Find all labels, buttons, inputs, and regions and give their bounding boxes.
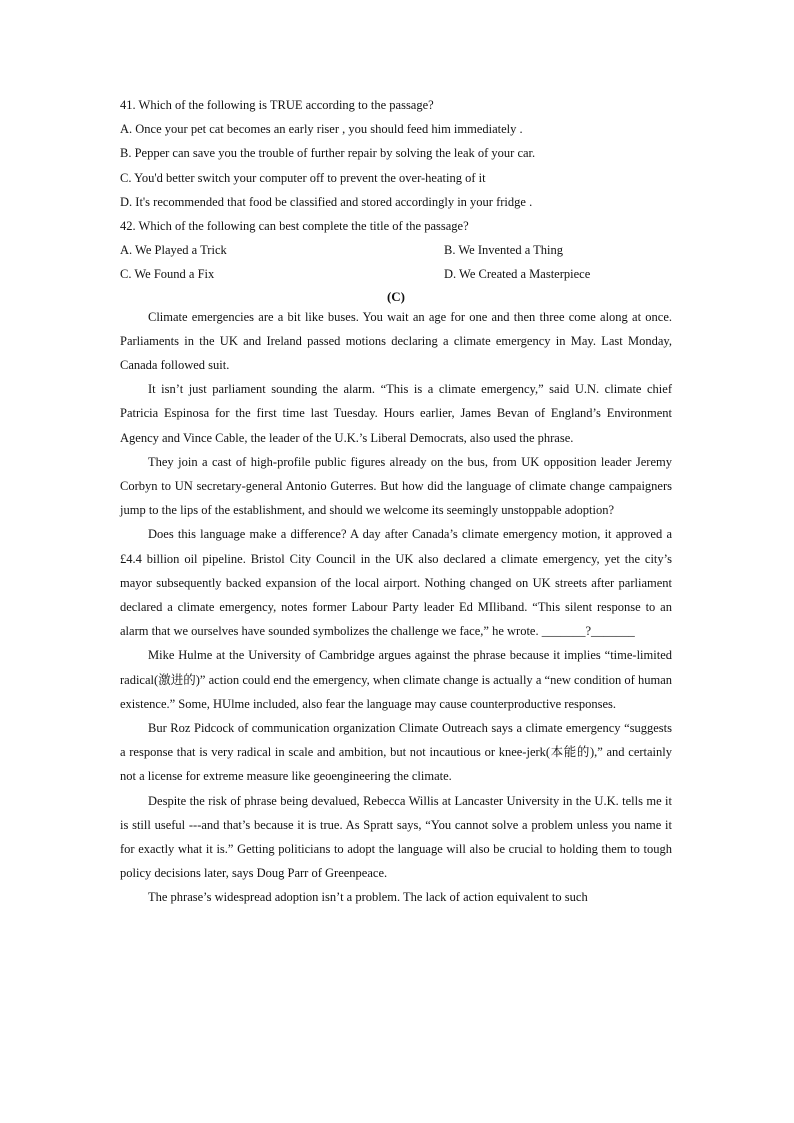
question-42-options-row-1 xyxy=(120,238,672,262)
paragraph-7: Despite the risk of phrase being devalued, Rebecca Willis at Lancaster University in the U.K. tells me it is still useful ---and that’s because it is true. As Spratt says, “You cannot solve a problem unless you name it for exactly what it is.” Getting politicians to adopt the language will also be crucial to holding them to tough policy decisions later, says Doug Parr of Greenpeace. xyxy=(120,793,672,881)
section-title: (C) xyxy=(386,288,406,304)
paragraph-1: Climate emergencies are a bit like buses. You wait an age for one and then three come along at once. Parliaments in the UK and Ireland passed motions declaring a climate emergency in May. Last Monday, Canada followed suit. xyxy=(120,309,672,372)
question-41-option-a: A. Once your pet cat becomes an early riser , you should feed him immediately . xyxy=(120,122,523,137)
question-42-options-row-2 xyxy=(120,262,672,286)
question-42-option-a: A. We Played a Trick xyxy=(120,243,227,258)
question-42-option-c: C. We Found a Fix xyxy=(120,267,215,282)
paragraph-8: The phrase’s widespread adoption isn’t a problem. The lack of action equivalent to such xyxy=(148,890,588,905)
paragraph-6: Bur Roz Pidcock of communication organization Climate Outreach says a climate emergency “suggests a response that is very radical in scale and ambition, but not incautious or knee-jerk(本能的),” and certainly not a license for extreme measure like geoengineering the climate. xyxy=(120,720,672,784)
paragraph-4: Does this language make a difference? A day after Canada’s climate emergency motion, it approved a £4.4 billion oil pipeline. Bristol City Council in the UK also declared a climate emergency, yet the city’s mayor subsequently backed expansion of the local airport. Nothing changed on UK streets after parliament declared a climate emergency, notes former Labour Party leader Ed MIliband. “This silent response to an alarm that we ourselves have sounded symbolizes the challenge we face,” he wrote. _______?_______ xyxy=(120,527,672,639)
question-41-option-d: D. It's recommended that food be classified and stored accordingly in your fridge . xyxy=(120,194,533,209)
paragraph-3: They join a cast of high-profile public figures already on the bus, from UK opposition leader Jeremy Corbyn to UN secretary-general Antonio Guterres. But how did the language of climate change campaigners jump to the lips of the establishment, and should we welcome its seemingly unstoppable adoption? xyxy=(120,454,672,518)
question-41-option-b: B. Pepper can save you the trouble of further repair by solving the leak of your car. xyxy=(120,146,536,161)
document-page xyxy=(120,93,672,910)
question-42-stem: 42. Which of the following can best complete the title of the passage? xyxy=(120,218,469,233)
paragraph-2: It isn’t just parliament sounding the alarm. “This is a climate emergency,” said U.N. climate chief Patricia Espinosa for the first time last Tuesday. Hours earlier, James Bevan of England’s Environment Agency and Vince Cable, the leader of the U.K.’s Liberal Democrats, also used the phrase. xyxy=(120,382,672,445)
question-41-option-c: C. You'd better switch your computer off to prevent the over-heating of it xyxy=(120,170,486,185)
question-42-option-d: D. We Created a Masterpiece xyxy=(444,267,591,282)
question-41-stem: 41. Which of the following is TRUE according to the passage? xyxy=(120,98,434,112)
question-42-option-b: B. We Invented a Thing xyxy=(444,243,563,258)
paragraph-5: Mike Hulme at the University of Cambridge argues against the phrase because it implies “time-limited radical(激进的)” action could end the emergency, when climate change is actually a “new condition of human existence.” Some, HUlme included, also fear the language may cause counterproductive responses. xyxy=(120,648,672,711)
